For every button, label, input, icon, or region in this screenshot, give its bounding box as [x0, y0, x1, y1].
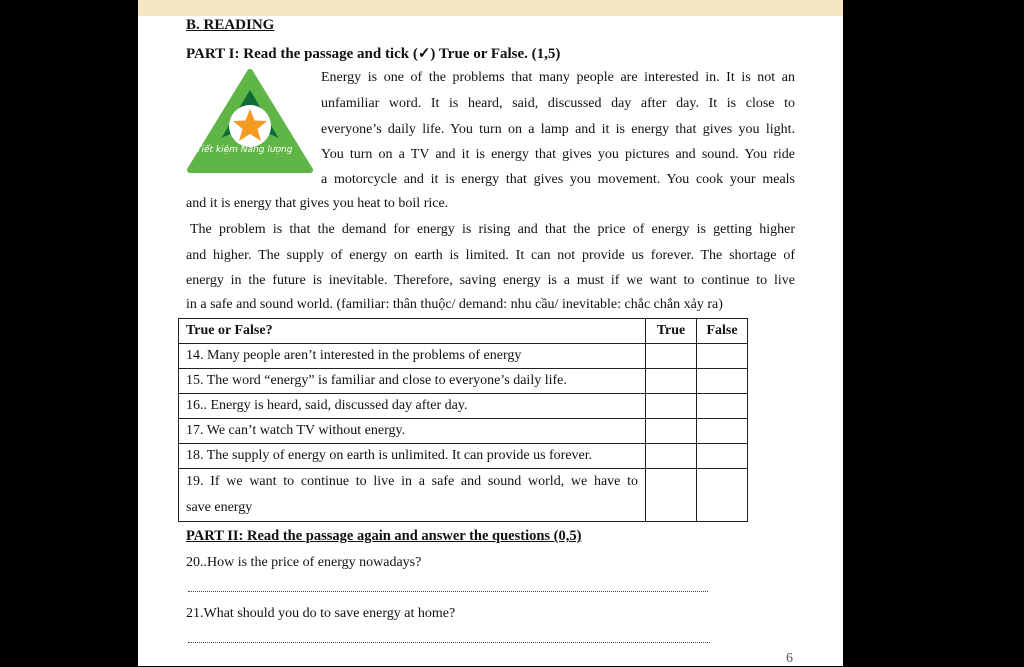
table-header-true: True: [646, 319, 697, 344]
true-checkbox-cell[interactable]: [646, 369, 697, 394]
table-header-row: [179, 319, 748, 344]
section-title: B. READING: [186, 17, 275, 33]
passage-line: and it is energy that gives you heat to boil rice.: [186, 196, 449, 211]
true-checkbox-cell[interactable]: [646, 419, 697, 444]
logo-caption: Tiết kiệm Năng lượng: [196, 145, 293, 155]
table-row: [179, 444, 748, 469]
question-21: 21.What should you do to save energy at home?: [186, 606, 456, 621]
statement-cell: 15. The word “energy” is familiar and close to everyone’s daily life.: [179, 369, 646, 394]
table-row: [179, 419, 748, 444]
paragraph2-line: energy in the future is inevitable. Therefore, saving energy is a must if we want to continue to live: [186, 273, 795, 288]
paragraph2-line: and higher. The supply of energy on earth is limited. It can not provide us forever. The shortage of: [186, 248, 795, 263]
true-checkbox-cell[interactable]: [646, 394, 697, 419]
statement-cell: 18. The supply of energy on earth is unlimited. It can provide us forever.: [179, 444, 646, 469]
table-header-question: True or False?: [179, 319, 646, 344]
table-row: [179, 344, 748, 369]
top-bar: [138, 0, 843, 16]
statement-cell: 17. We can’t watch TV without energy.: [179, 419, 646, 444]
part2-title: PART II: Read the passage again and answer the questions (0,5): [186, 528, 582, 544]
paragraph2-line: The problem is that the demand for energy is rising and that the price of energy is getting higher: [190, 222, 795, 237]
table-row: [179, 469, 748, 522]
statement-cell: 16.. Energy is heard, said, discussed day after day.: [179, 394, 646, 419]
energy-saving-logo-icon: [186, 68, 314, 176]
true-checkbox-cell[interactable]: [646, 469, 697, 522]
table-row: [179, 394, 748, 419]
statement-cell: [179, 469, 646, 522]
answer-line-21[interactable]: [188, 642, 710, 643]
false-checkbox-cell[interactable]: [697, 419, 748, 444]
question-20: 20..How is the price of energy nowadays?: [186, 555, 422, 570]
passage-line: a motorcycle and it is energy that gives you movement. You cook your meals: [321, 172, 795, 187]
false-checkbox-cell[interactable]: [697, 369, 748, 394]
passage-line: You turn on a TV and it is energy that gives you pictures and sound. You ride: [321, 147, 795, 162]
table-row: [179, 369, 748, 394]
statement-line: save energy: [186, 500, 253, 515]
statement-cell: 14. Many people aren’t interested in the problems of energy: [179, 344, 646, 369]
false-checkbox-cell[interactable]: [697, 394, 748, 419]
true-checkbox-cell[interactable]: [646, 344, 697, 369]
true-checkbox-cell[interactable]: [646, 444, 697, 469]
table-header-false: False: [697, 319, 748, 344]
passage-line: Energy is one of the problems that many people are interested in. It is not an: [321, 70, 795, 85]
false-checkbox-cell[interactable]: [697, 469, 748, 522]
paragraph2-line: in a safe and sound world. (familiar: thân thuộc/ demand: nhu cầu/ inevitable: chắc chắn xảy ra): [186, 297, 723, 312]
false-checkbox-cell[interactable]: [697, 444, 748, 469]
page-number: 6: [786, 651, 793, 666]
passage-line: everyone’s daily life. You turn on a lamp and it is energy that gives you light.: [321, 122, 795, 137]
answer-line-20[interactable]: [188, 591, 708, 592]
false-checkbox-cell[interactable]: [697, 344, 748, 369]
true-false-table: [178, 318, 748, 522]
part1-title: PART I: Read the passage and tick (✓) True or False. (1,5): [186, 46, 561, 62]
statement-line: 19. If we want to continue to live in a safe and sound world, we have to: [186, 474, 638, 489]
document-page: [138, 16, 843, 666]
passage-line: unfamiliar word. It is heard, said, discussed day after day. It is close to: [321, 96, 795, 111]
